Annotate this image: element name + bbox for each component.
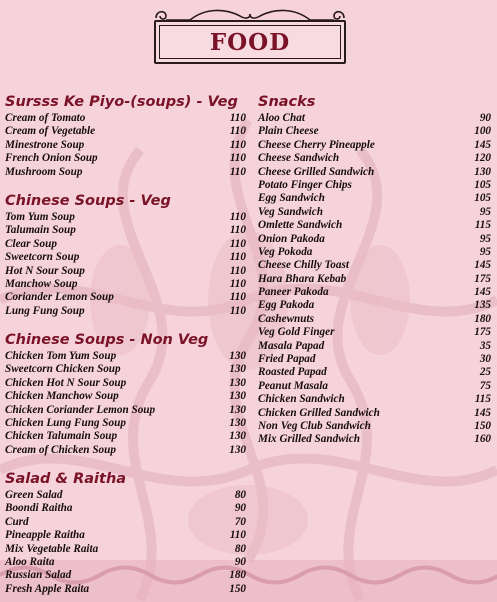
item-name: Egg Pakoda <box>258 299 315 312</box>
menu-item <box>258 299 491 312</box>
item-price: 130 <box>229 416 246 429</box>
item-price: 90 <box>234 555 246 568</box>
item-price: 95 <box>479 232 491 245</box>
item-price: 145 <box>474 286 491 299</box>
menu-item <box>258 246 491 259</box>
item-price: 105 <box>474 192 491 205</box>
item-name: Cashewnuts <box>258 312 314 325</box>
item-name: Talumain Soup <box>5 224 76 237</box>
item-price: 95 <box>479 245 491 258</box>
item-price: 180 <box>474 312 491 325</box>
menu-item <box>5 583 246 596</box>
menu-item <box>5 430 246 443</box>
menu-item <box>5 166 246 179</box>
item-price: 110 <box>229 291 246 304</box>
item-name: Mix Vegetable Raita <box>5 542 99 555</box>
menu-item <box>258 366 491 379</box>
item-price: 75 <box>479 379 491 392</box>
menu-item <box>258 125 491 138</box>
menu-item <box>5 444 246 457</box>
item-price: 110 <box>229 277 246 290</box>
menu-item <box>5 112 246 125</box>
item-price: 90 <box>479 112 491 124</box>
item-name: Minestrone Soup <box>5 138 85 151</box>
item-price: 110 <box>229 138 246 151</box>
item-name: Pineapple Raitha <box>5 529 85 542</box>
item-price: 130 <box>474 165 491 178</box>
item-price: 110 <box>229 165 246 178</box>
menu-item <box>258 233 491 246</box>
item-name: Coriander Lemon Soup <box>5 291 114 304</box>
item-name: Lung Fung Soup <box>5 304 85 317</box>
page-title: FOOD <box>209 28 291 56</box>
menu-item <box>258 393 491 406</box>
item-name: Cheese Chilly Toast <box>258 259 349 272</box>
item-name: Mix Grilled Sandwich <box>258 433 360 446</box>
item-name: Hot N Sour Soup <box>5 264 85 277</box>
section-title: Sursss Ke Piyo-(soups) - Veg <box>5 94 238 110</box>
item-name: Green Salad <box>5 489 63 501</box>
menu-item <box>5 125 246 138</box>
menu-item <box>258 407 491 420</box>
item-price: 130 <box>229 390 246 403</box>
item-price: 90 <box>234 502 246 515</box>
item-price: 110 <box>229 112 246 124</box>
item-name: Omlette Sandwich <box>258 219 343 232</box>
item-name: Chicken Grilled Sandwich <box>258 406 380 419</box>
menu-item <box>5 417 246 430</box>
menu-item <box>258 139 491 152</box>
item-price: 175 <box>474 272 491 285</box>
item-price: 150 <box>474 419 491 432</box>
item-price: 150 <box>229 582 246 595</box>
menu-item <box>5 543 246 556</box>
item-name: Masala Papad <box>258 339 325 352</box>
section-title: Snacks <box>258 94 316 110</box>
menu-item <box>258 273 491 286</box>
menu-item <box>5 278 246 291</box>
item-name: Paneer Pakoda <box>258 286 329 299</box>
item-name: Manchow Soup <box>5 277 78 290</box>
item-price: 110 <box>229 529 246 542</box>
section-title: Chinese Soups - Veg <box>5 193 171 209</box>
item-price: 120 <box>474 152 491 165</box>
menu-item <box>258 326 491 339</box>
item-price: 35 <box>479 339 491 352</box>
menu-item <box>5 529 246 542</box>
item-price: 175 <box>474 326 491 339</box>
menu-item <box>5 516 246 529</box>
item-price: 105 <box>474 178 491 191</box>
menu-item <box>5 251 246 264</box>
menu-item <box>258 380 491 393</box>
item-price: 115 <box>474 219 491 232</box>
item-price: 130 <box>229 443 246 456</box>
item-name: Chicken Tom Yum Soup <box>5 350 117 362</box>
item-price: 145 <box>474 259 491 272</box>
item-price: 25 <box>479 366 491 379</box>
item-name: Roasted Papad <box>258 366 327 379</box>
menu-item <box>5 305 246 318</box>
item-price: 95 <box>479 205 491 218</box>
item-name: Chicken Sandwich <box>258 393 345 406</box>
item-price: 110 <box>229 152 246 165</box>
item-name: Cheese Sandwich <box>258 152 340 165</box>
section-chinese-nonveg <box>5 331 246 457</box>
item-name: Non Veg Club Sandwich <box>258 419 371 432</box>
menu-item <box>5 211 246 224</box>
menu-item <box>258 192 491 205</box>
item-price: 130 <box>229 363 246 376</box>
item-name: Cream of Tomato <box>5 112 86 124</box>
item-name: Cheese Cherry Pineapple <box>258 138 375 151</box>
item-name: Fresh Apple Raita <box>5 582 90 595</box>
menu-item <box>5 377 246 390</box>
menu-item <box>258 206 491 219</box>
item-price: 110 <box>229 251 246 264</box>
menu-item <box>258 353 491 366</box>
item-price: 110 <box>229 304 246 317</box>
item-price: 110 <box>229 224 246 237</box>
item-name: Cream of Vegetable <box>5 125 96 138</box>
menu-item <box>5 502 246 515</box>
menu-item <box>258 313 491 326</box>
item-name: Potato Finger Chips <box>258 178 352 191</box>
item-price: 115 <box>474 393 491 406</box>
menu-item <box>258 112 491 125</box>
item-name: Veg Pokoda <box>258 245 313 258</box>
item-name: Boondi Raitha <box>5 502 73 515</box>
section-title: Salad & Raitha <box>5 471 127 487</box>
item-price: 30 <box>479 353 491 366</box>
item-price: 145 <box>474 406 491 419</box>
item-name: Sweetcorn Chicken Soup <box>5 363 121 376</box>
item-price: 110 <box>229 125 246 138</box>
menu-item <box>258 179 491 192</box>
item-name: Curd <box>5 515 29 528</box>
item-name: Sweetcorn Soup <box>5 251 80 264</box>
menu-item <box>5 569 246 582</box>
item-price: 135 <box>474 299 491 312</box>
item-name: French Onion Soup <box>5 152 98 165</box>
item-price: 130 <box>229 430 246 443</box>
menu-item <box>258 420 491 433</box>
item-name: Aloo Chat <box>258 112 305 124</box>
menu-item <box>258 433 491 446</box>
item-name: Russian Salad <box>5 569 72 582</box>
title-banner <box>150 4 350 64</box>
menu-item <box>258 286 491 299</box>
item-name: Cheese Grilled Sandwich <box>258 165 375 178</box>
item-price: 80 <box>234 489 246 501</box>
item-name: Veg Sandwich <box>258 205 323 218</box>
item-name: Fried Papad <box>258 353 316 366</box>
menu-item <box>5 139 246 152</box>
item-name: Hara Bhara Kebab <box>258 272 347 285</box>
section-title: Chinese Soups - Non Veg <box>5 332 209 348</box>
item-name: Onion Pakoda <box>258 232 325 245</box>
section-salad <box>5 470 246 596</box>
section-soups-veg <box>5 93 246 179</box>
menu-item <box>5 350 246 363</box>
menu-item <box>258 340 491 353</box>
menu-item <box>258 219 491 232</box>
item-name: Egg Sandwich <box>258 192 325 205</box>
item-name: Aloo Raita <box>5 555 55 568</box>
item-name: Plain Cheese <box>258 125 319 138</box>
title-frame <box>154 20 346 64</box>
item-name: Clear Soup <box>5 237 57 250</box>
item-name: Chicken Coriander Lemon Soup <box>5 403 156 416</box>
menu-item <box>5 556 246 569</box>
item-name: Veg Gold Finger <box>258 326 335 339</box>
menu-item <box>5 265 246 278</box>
menu-item <box>258 259 491 272</box>
menu-item <box>5 152 246 165</box>
menu-item <box>5 404 246 417</box>
item-price: 70 <box>234 515 246 528</box>
menu-item <box>258 166 491 179</box>
item-name: Chicken Hot N Sour Soup <box>5 376 127 389</box>
menu-item <box>5 224 246 237</box>
section-chinese-veg <box>5 192 246 318</box>
menu-item <box>5 390 246 403</box>
item-name: Chicken Talumain Soup <box>5 430 118 443</box>
menu-item <box>5 238 246 251</box>
item-name: Tom Yum Soup <box>5 211 75 223</box>
item-price: 160 <box>474 433 491 446</box>
item-price: 130 <box>229 403 246 416</box>
menu-item <box>5 489 246 502</box>
item-name: Chicken Manchow Soup <box>5 390 119 403</box>
item-name: Peanut Masala <box>258 379 328 392</box>
item-name: Chicken Lung Fung Soup <box>5 416 126 429</box>
item-name: Mushroom Soup <box>5 165 83 178</box>
item-price: 145 <box>474 138 491 151</box>
menu-item <box>5 363 246 376</box>
item-name: Cream of Chicken Soup <box>5 443 116 456</box>
item-price: 130 <box>229 350 246 362</box>
item-price: 130 <box>229 376 246 389</box>
menu-item <box>258 152 491 165</box>
menu-item <box>5 291 246 304</box>
section-snacks <box>258 93 491 447</box>
item-price: 180 <box>229 569 246 582</box>
item-price: 80 <box>234 542 246 555</box>
item-price: 100 <box>474 125 491 138</box>
item-price: 110 <box>229 264 246 277</box>
item-price: 110 <box>229 237 246 250</box>
item-price: 110 <box>229 211 246 223</box>
